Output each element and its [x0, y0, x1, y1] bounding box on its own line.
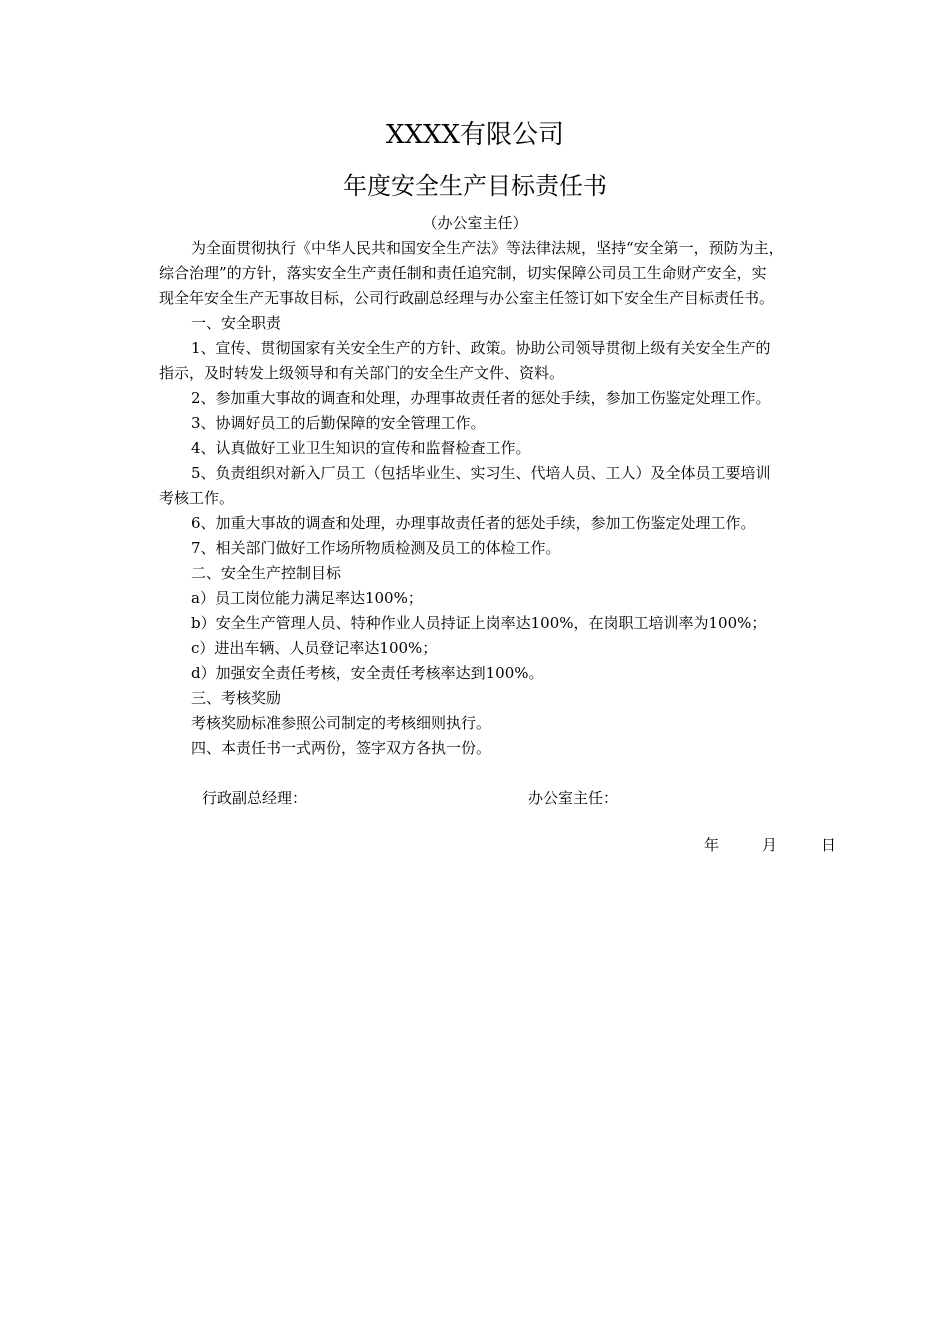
duty-item-1-line-2: 指示，及时转发上级领导和有关部门的安全生产文件、资料。 — [159, 364, 565, 382]
duty-item-1-line-1: 1、宣传、贯彻国家有关安全生产的方针、政策。协助公司领导贯彻上级有关安全生产的 — [191, 339, 771, 357]
signature-vice-gm: 行政副总经理： — [202, 789, 308, 807]
target-item-c: c）进出车辆、人员登记率达100%； — [191, 639, 438, 657]
intro-line-2: 综合治理”的方针，落实安全生产责任制和责任追究制，切实保障公司员工生命财产安全，实 — [159, 264, 767, 282]
duty-item-3: 3、协调好员工的后勤保障的安全管理工作。 — [191, 414, 486, 432]
intro-line-1: 为全面贯彻执行《中华人民共和国安全生产法》等法律法规，坚持“安全第一，预防为主， — [191, 239, 784, 257]
section-heading-targets: 二、安全生产控制目标 — [191, 564, 342, 582]
duty-item-4: 4、认真做好工业卫生知识的宣传和监督检查工作。 — [191, 439, 531, 457]
target-item-b: b）安全生产管理人员、特种作业人员持证上岗率达100%，在岗职工培训率为100%； — [191, 614, 767, 632]
date-year: 年 — [704, 836, 720, 854]
date-day: 日 — [821, 836, 837, 854]
target-item-a: a）员工岗位能力满足率达100%； — [191, 589, 423, 607]
duty-item-5-line-1: 5、负责组织对新入厂员工（包括毕业生、实习生、代培人员、工人）及全体员工要培训 — [191, 464, 771, 482]
duty-item-7: 7、相关部门做好工作场所物质检测及员工的体检工作。 — [191, 539, 561, 557]
company-title: XXXX有限公司 — [385, 120, 565, 150]
document-title: 年度安全生产目标责任书 — [343, 172, 607, 200]
duty-item-5-line-2: 考核工作。 — [159, 489, 235, 507]
date-month: 月 — [762, 836, 778, 854]
intro-line-3: 现全年安全生产无事故目标，公司行政副总经理与办公室主任签订如下安全生产目标责任书。 — [159, 289, 775, 307]
section-heading-rewards: 三、考核奖励 — [191, 689, 282, 707]
rewards-text: 考核奖励标准参照公司制定的考核细则执行。 — [191, 714, 492, 732]
document-subtitle: （办公室主任） — [422, 214, 528, 232]
section-heading-duties: 一、安全职责 — [191, 314, 282, 332]
section-heading-copies: 四、本责任书一式两份，签字双方各执一份。 — [191, 739, 492, 757]
duty-item-6: 6、加重大事故的调查和处理，办理事故责任者的惩处手续，参加工伤鉴定处理工作。 — [191, 514, 756, 532]
target-item-d: d）加强安全责任考核，安全责任考核率达到100%。 — [191, 664, 544, 682]
signature-office-director: 办公室主任： — [528, 789, 619, 807]
duty-item-2: 2、参加重大事故的调查和处理，办理事故责任者的惩处手续，参加工伤鉴定处理工作。 — [191, 389, 771, 407]
